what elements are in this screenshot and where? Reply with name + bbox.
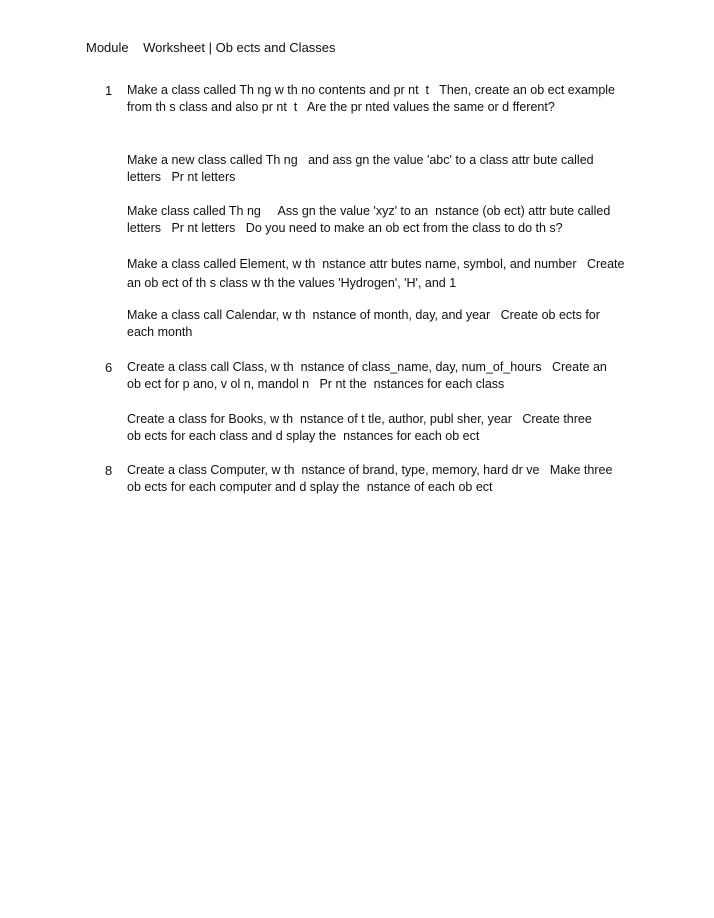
question-text-line: Make a class called Th ng w th no contents and pr nt t Then, create an ob ect example <box>127 83 616 97</box>
question-number: 8 <box>105 463 113 478</box>
question-text-line: Make class called Th ng Ass gn the value 'xyz' to an nstance (ob ect) attr bute called <box>127 204 611 218</box>
question-text-line: an ob ect of th s class w th the values 'Hydrogen', 'H', and 1 <box>127 276 457 290</box>
page-header: Module Worksheet | Ob ects and Classes <box>86 40 336 55</box>
question-text-line: letters Pr nt letters Do you need to make an ob ect from the class to do th s? <box>127 221 563 235</box>
question-text-line: Make a class called Element, w th nstance attr butes name, symbol, and number Create <box>127 257 625 271</box>
question-text-line: ob ects for each computer and d splay the nstance of each ob ect <box>127 480 493 494</box>
question-number: 6 <box>105 360 113 375</box>
question-text-line: ob ect for p ano, v ol n, mandol n Pr nt the nstances for each class <box>127 377 505 391</box>
question-text-line: Create a class Computer, w th nstance of brand, type, memory, hard dr ve Make three <box>127 463 613 477</box>
question-number: 1 <box>105 83 113 98</box>
question-text-line: each month <box>127 325 193 339</box>
question-text-line: Create a class for Books, w th nstance of t tle, author, publ sher, year Create three <box>127 412 592 426</box>
question-text-line: Create a class call Class, w th nstance of class_name, day, num_of_hours Create an <box>127 360 607 374</box>
question-text-line: Make a new class called Th ng and ass gn the value 'abc' to a class attr bute called <box>127 153 594 167</box>
question-text-line: Make a class call Calendar, w th nstance of month, day, and year Create ob ects for <box>127 308 600 322</box>
question-text-line: ob ects for each class and d splay the nstances for each ob ect <box>127 429 480 443</box>
question-text-line: from th s class and also pr nt t Are the pr nted values the same or d fferent? <box>127 100 555 114</box>
question-text-line: letters Pr nt letters <box>127 170 236 184</box>
